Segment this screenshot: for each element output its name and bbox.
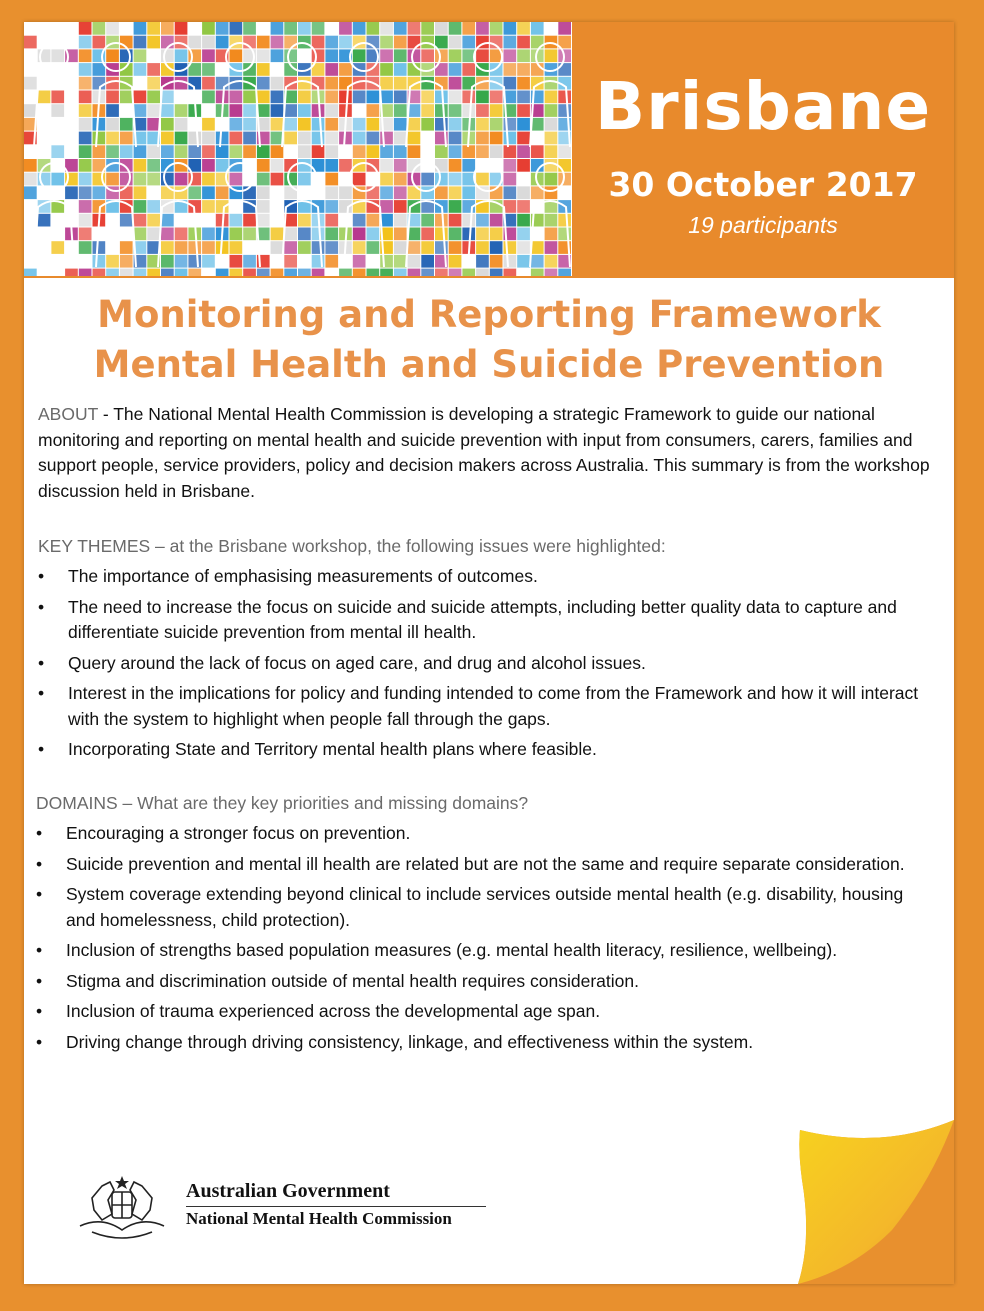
domains-item: • Suicide prevention and mental ill health are related but are not the same and require separate consideration. <box>36 852 936 878</box>
domains-item: • System coverage extending beyond clinical to include services outside mental health (e.g. disability, housing and homelessness, child protection). <box>36 882 936 933</box>
coat-of-arms-icon <box>72 1170 172 1248</box>
key-themes-heading: KEY THEMES – at the Brisbane workshop, the following issues were highlighted: <box>38 536 666 556</box>
about-label: ABOUT <box>38 404 98 424</box>
page-curl-decoration <box>772 1120 954 1284</box>
document-page <box>24 22 954 1284</box>
domains-item: • Driving change through driving consistency, linkage, and effectiveness within the system. <box>36 1030 936 1056</box>
header-text <box>572 22 954 278</box>
key_themes-item: • Interest in the implications for policy and funding intended to come from the Framework and how it will interact with the system to highlight when people fall through the gaps. <box>38 681 938 732</box>
title-line-1: Monitoring and Reporting Framework <box>97 293 881 336</box>
logo-divider <box>186 1206 486 1207</box>
key_themes-item: • Incorporating State and Territory mental health plans where feasible. <box>38 737 938 763</box>
header-band <box>24 22 954 278</box>
government-logo <box>72 1170 492 1250</box>
document-title <box>24 290 954 390</box>
logo-government-text: Australian Government <box>186 1180 390 1202</box>
participants-count: 19 participants <box>688 212 838 238</box>
domains-heading: DOMAINS – What are they key priorities and missing domains? <box>36 793 529 813</box>
title-line-2: Mental Health and Suicide Prevention <box>93 343 885 386</box>
domains-list <box>36 821 936 1060</box>
event-date: 30 October 2017 <box>608 165 918 204</box>
domains-item: • Inclusion of strengths based population measures (e.g. mental health literacy, resilience, wellbeing). <box>36 938 936 964</box>
domains-item: • Inclusion of trauma experienced across the developmental age span. <box>36 999 936 1025</box>
city-heading: Brisbane <box>594 68 932 145</box>
mosaic-banner-image <box>24 22 572 276</box>
about-paragraph <box>38 402 938 504</box>
domains-item: • Encouraging a stronger focus on prevention. <box>36 821 936 847</box>
key-themes-list <box>38 564 938 768</box>
key_themes-item: • The importance of emphasising measurements of outcomes. <box>38 564 938 590</box>
domains-item: • Stigma and discrimination outside of mental health requires consideration. <box>36 969 936 995</box>
key_themes-item: • Query around the lack of focus on aged care, and drug and alcohol issues. <box>38 651 938 677</box>
logo-commission-text: National Mental Health Commission <box>186 1209 452 1228</box>
about-text: The National Mental Health Commission is developing a strategic Framework to guide our national monitoring and reporting on mental health and suicide prevention with input from consumers, carers, families and support people, service providers, policy and decision makers across Australia. This summary is from the workshop discussion held in Brisbane. <box>38 404 930 501</box>
key_themes-item: • The need to increase the focus on suicide and suicide attempts, including better quality data to capture and differentiate suicide prevention from mental ill health. <box>38 595 938 646</box>
about-dash: - <box>97 404 114 424</box>
